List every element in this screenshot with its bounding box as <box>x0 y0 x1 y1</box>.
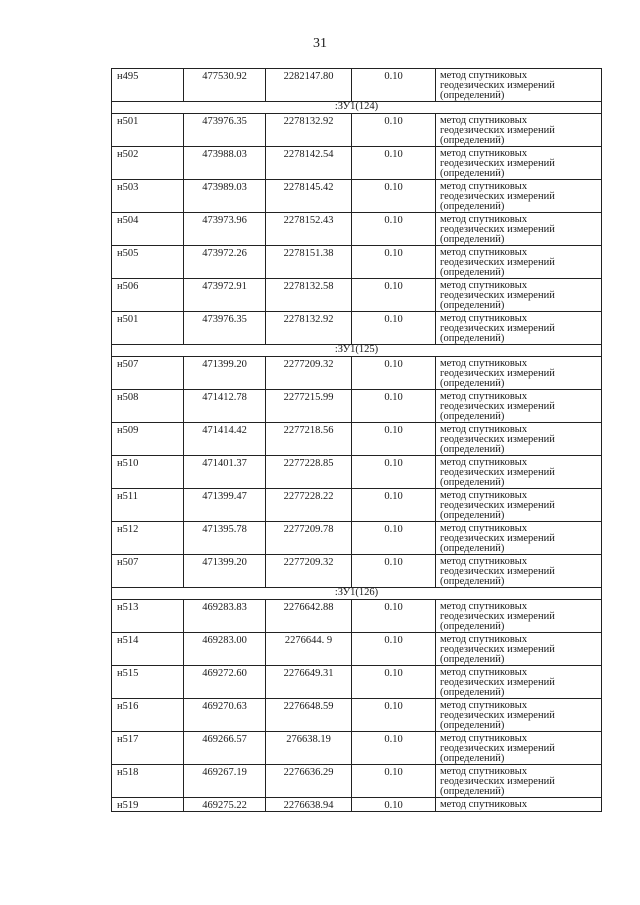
method-line: метод спутниковых <box>440 634 528 645</box>
method-line: геодезических измерений <box>440 257 555 268</box>
method-cell <box>436 666 602 699</box>
table-row <box>112 666 602 699</box>
x-coordinate-cell: 469283.83 <box>184 600 266 633</box>
section-header-row <box>112 102 602 114</box>
table-row <box>112 798 602 812</box>
method-cell <box>436 69 602 102</box>
table-row <box>112 114 602 147</box>
table-row <box>112 555 602 588</box>
point-id-cell: н511 <box>112 489 184 522</box>
method-line: метод спутниковых <box>440 523 528 534</box>
table-row <box>112 633 602 666</box>
table-row <box>112 600 602 633</box>
accuracy-cell: 0.10 <box>352 699 436 732</box>
accuracy-cell: 0.10 <box>352 456 436 489</box>
y-coordinate-cell: 2276636.29 <box>266 765 352 798</box>
accuracy-cell: 0.10 <box>352 114 436 147</box>
table-row <box>112 489 602 522</box>
method-cell <box>436 699 602 732</box>
method-line: метод спутниковых <box>440 280 528 291</box>
method-line: метод спутниковых <box>440 733 528 744</box>
accuracy-cell: 0.10 <box>352 357 436 390</box>
y-coordinate-cell: 2277228.85 <box>266 456 352 489</box>
method-cell <box>436 522 602 555</box>
x-coordinate-cell: 469275.22 <box>184 798 266 812</box>
x-coordinate-cell: 469272.60 <box>184 666 266 699</box>
method-line: метод спутниковых <box>440 181 528 192</box>
point-id-cell: н503 <box>112 180 184 213</box>
method-cell <box>436 423 602 456</box>
y-coordinate-cell: 2282147.80 <box>266 69 352 102</box>
x-coordinate-cell: 473989.03 <box>184 180 266 213</box>
accuracy-cell: 0.10 <box>352 522 436 555</box>
method-line: геодезических измерений <box>440 677 555 688</box>
method-line: (определений) <box>440 378 505 389</box>
table-row <box>112 246 602 279</box>
table-row <box>112 456 602 489</box>
x-coordinate-cell: 477530.92 <box>184 69 266 102</box>
method-line: метод спутниковых <box>440 313 528 324</box>
method-line: (определений) <box>440 201 505 212</box>
method-line: (определений) <box>440 720 505 731</box>
method-line: геодезических измерений <box>440 191 555 202</box>
coordinates-table-body <box>112 69 602 812</box>
method-cell <box>436 633 602 666</box>
method-cell <box>436 213 602 246</box>
method-line: метод спутниковых <box>440 358 528 369</box>
y-coordinate-cell: 276638.19 <box>266 732 352 765</box>
point-id-cell: н495 <box>112 69 184 102</box>
table-row <box>112 732 602 765</box>
method-line: метод спутниковых <box>440 247 528 258</box>
x-coordinate-cell: 471395.78 <box>184 522 266 555</box>
accuracy-cell: 0.10 <box>352 279 436 312</box>
point-id-cell: н513 <box>112 600 184 633</box>
point-id-cell: н502 <box>112 147 184 180</box>
y-coordinate-cell: 2276649.31 <box>266 666 352 699</box>
accuracy-cell: 0.10 <box>352 666 436 699</box>
table-row <box>112 357 602 390</box>
method-line: геодезических измерений <box>440 434 555 445</box>
accuracy-cell: 0.10 <box>352 732 436 765</box>
point-id-cell: н512 <box>112 522 184 555</box>
point-id-cell: н504 <box>112 213 184 246</box>
method-line: геодезических измерений <box>440 290 555 301</box>
point-id-cell: н514 <box>112 633 184 666</box>
method-line: геодезических измерений <box>440 533 555 544</box>
method-line: геодезических измерений <box>440 710 555 721</box>
point-id-cell: н505 <box>112 246 184 279</box>
method-line: (определений) <box>440 621 505 632</box>
method-line: (определений) <box>440 300 505 311</box>
method-line: (определений) <box>440 786 505 797</box>
x-coordinate-cell: 469270.63 <box>184 699 266 732</box>
x-coordinate-cell: 471412.78 <box>184 390 266 423</box>
x-coordinate-cell: 473976.35 <box>184 312 266 345</box>
method-line: (определений) <box>440 168 505 179</box>
method-line: (определений) <box>440 267 505 278</box>
y-coordinate-cell: 2277228.22 <box>266 489 352 522</box>
table-row <box>112 312 602 345</box>
x-coordinate-cell: 471414.42 <box>184 423 266 456</box>
point-id-cell: н508 <box>112 390 184 423</box>
point-id-cell: н515 <box>112 666 184 699</box>
accuracy-cell: 0.10 <box>352 600 436 633</box>
table-row <box>112 279 602 312</box>
y-coordinate-cell: 2276648.59 <box>266 699 352 732</box>
method-line: геодезических измерений <box>440 401 555 412</box>
section-label: :ЗУ1(125) <box>112 345 602 357</box>
x-coordinate-cell: 471399.47 <box>184 489 266 522</box>
point-id-cell: н507 <box>112 555 184 588</box>
method-line: геодезических измерений <box>440 368 555 379</box>
method-line: (определений) <box>440 333 505 344</box>
y-coordinate-cell: 2278142.54 <box>266 147 352 180</box>
method-line: (определений) <box>440 543 505 554</box>
method-line: геодезических измерений <box>440 776 555 787</box>
method-line: метод спутниковых <box>440 457 528 468</box>
accuracy-cell: 0.10 <box>352 180 436 213</box>
method-cell <box>436 555 602 588</box>
method-cell <box>436 600 602 633</box>
method-line: (определений) <box>440 477 505 488</box>
table-row <box>112 213 602 246</box>
table-row <box>112 423 602 456</box>
y-coordinate-cell: 2276642.88 <box>266 600 352 633</box>
method-line: геодезических измерений <box>440 80 555 91</box>
method-line: метод спутниковых <box>440 556 528 567</box>
method-line: (определений) <box>440 234 505 245</box>
point-id-cell: н510 <box>112 456 184 489</box>
accuracy-cell: 0.10 <box>352 69 436 102</box>
method-line: геодезических измерений <box>440 323 555 334</box>
method-cell <box>436 279 602 312</box>
table-row <box>112 180 602 213</box>
x-coordinate-cell: 473972.91 <box>184 279 266 312</box>
point-id-cell: н501 <box>112 312 184 345</box>
method-cell <box>436 246 602 279</box>
method-line: геодезических измерений <box>440 125 555 136</box>
method-cell <box>436 489 602 522</box>
accuracy-cell: 0.10 <box>352 423 436 456</box>
table-row <box>112 69 602 102</box>
method-line: метод спутниковых <box>440 214 528 225</box>
method-line: метод спутниковых <box>440 115 528 126</box>
page-number: 31 <box>313 36 327 51</box>
table-row <box>112 699 602 732</box>
point-id-cell: н507 <box>112 357 184 390</box>
method-line: геодезических измерений <box>440 611 555 622</box>
table-row <box>112 147 602 180</box>
method-line: геодезических измерений <box>440 644 555 655</box>
method-line: метод спутниковых <box>440 700 528 711</box>
y-coordinate-cell: 2278145.42 <box>266 180 352 213</box>
accuracy-cell: 0.10 <box>352 765 436 798</box>
table-row <box>112 765 602 798</box>
x-coordinate-cell: 471401.37 <box>184 456 266 489</box>
point-id-cell: н518 <box>112 765 184 798</box>
method-cell <box>436 390 602 423</box>
x-coordinate-cell: 469266.57 <box>184 732 266 765</box>
y-coordinate-cell: 2277209.32 <box>266 555 352 588</box>
point-id-cell: н519 <box>112 798 184 812</box>
point-id-cell: н509 <box>112 423 184 456</box>
y-coordinate-cell: 2276644. 9 <box>266 633 352 666</box>
method-cell <box>436 456 602 489</box>
accuracy-cell: 0.10 <box>352 147 436 180</box>
method-cell <box>436 765 602 798</box>
accuracy-cell: 0.10 <box>352 312 436 345</box>
method-line: (определений) <box>440 135 505 146</box>
x-coordinate-cell: 473972.26 <box>184 246 266 279</box>
table-row <box>112 522 602 555</box>
y-coordinate-cell: 2276638.94 <box>266 798 352 812</box>
method-line: метод спутниковых <box>440 391 528 402</box>
accuracy-cell: 0.10 <box>352 798 436 812</box>
method-line: геодезических измерений <box>440 224 555 235</box>
method-line: метод спутниковых <box>440 490 528 501</box>
method-line: геодезических измерений <box>440 500 555 511</box>
method-line: метод спутниковых <box>440 148 528 159</box>
accuracy-cell: 0.10 <box>352 246 436 279</box>
y-coordinate-cell: 2278132.92 <box>266 114 352 147</box>
method-cell <box>436 357 602 390</box>
y-coordinate-cell: 2278132.92 <box>266 312 352 345</box>
point-id-cell: н516 <box>112 699 184 732</box>
method-line: (определений) <box>440 510 505 521</box>
x-coordinate-cell: 473973.96 <box>184 213 266 246</box>
method-line: метод спутниковых <box>440 766 528 777</box>
accuracy-cell: 0.10 <box>352 555 436 588</box>
point-id-cell: н517 <box>112 732 184 765</box>
accuracy-cell: 0.10 <box>352 213 436 246</box>
method-cell <box>436 180 602 213</box>
x-coordinate-cell: 469267.19 <box>184 765 266 798</box>
method-line: геодезических измерений <box>440 743 555 754</box>
accuracy-cell: 0.10 <box>352 489 436 522</box>
method-cell <box>436 147 602 180</box>
x-coordinate-cell: 473988.03 <box>184 147 266 180</box>
method-line: метод спутниковых <box>440 601 528 612</box>
method-line: (определений) <box>440 576 505 587</box>
method-line: (определений) <box>440 411 505 422</box>
method-cell <box>436 114 602 147</box>
method-line: метод спутниковых <box>440 799 528 810</box>
accuracy-cell: 0.10 <box>352 633 436 666</box>
section-header-row <box>112 345 602 357</box>
accuracy-cell: 0.10 <box>352 390 436 423</box>
method-cell <box>436 798 602 812</box>
table-row <box>112 390 602 423</box>
x-coordinate-cell: 473976.35 <box>184 114 266 147</box>
method-line: геодезических измерений <box>440 566 555 577</box>
point-id-cell: н501 <box>112 114 184 147</box>
section-label: :ЗУ1(126) <box>112 588 602 600</box>
y-coordinate-cell: 2278151.38 <box>266 246 352 279</box>
method-line: геодезических измерений <box>440 158 555 169</box>
y-coordinate-cell: 2278152.43 <box>266 213 352 246</box>
y-coordinate-cell: 2277218.56 <box>266 423 352 456</box>
y-coordinate-cell: 2277209.32 <box>266 357 352 390</box>
method-cell <box>436 312 602 345</box>
method-line: (определений) <box>440 444 505 455</box>
point-id-cell: н506 <box>112 279 184 312</box>
y-coordinate-cell: 2278132.58 <box>266 279 352 312</box>
x-coordinate-cell: 471399.20 <box>184 555 266 588</box>
method-line: метод спутниковых <box>440 667 528 678</box>
coordinates-table <box>111 68 602 812</box>
method-line: метод спутниковых <box>440 70 528 81</box>
x-coordinate-cell: 471399.20 <box>184 357 266 390</box>
method-cell <box>436 732 602 765</box>
section-label: :ЗУ1(124) <box>112 102 602 114</box>
method-line: (определений) <box>440 90 505 101</box>
method-line: (определений) <box>440 687 505 698</box>
x-coordinate-cell: 469283.00 <box>184 633 266 666</box>
y-coordinate-cell: 2277209.78 <box>266 522 352 555</box>
method-line: (определений) <box>440 654 505 665</box>
section-header-row <box>112 588 602 600</box>
method-line: (определений) <box>440 753 505 764</box>
method-line: геодезических измерений <box>440 467 555 478</box>
y-coordinate-cell: 2277215.99 <box>266 390 352 423</box>
method-line: метод спутниковых <box>440 424 528 435</box>
